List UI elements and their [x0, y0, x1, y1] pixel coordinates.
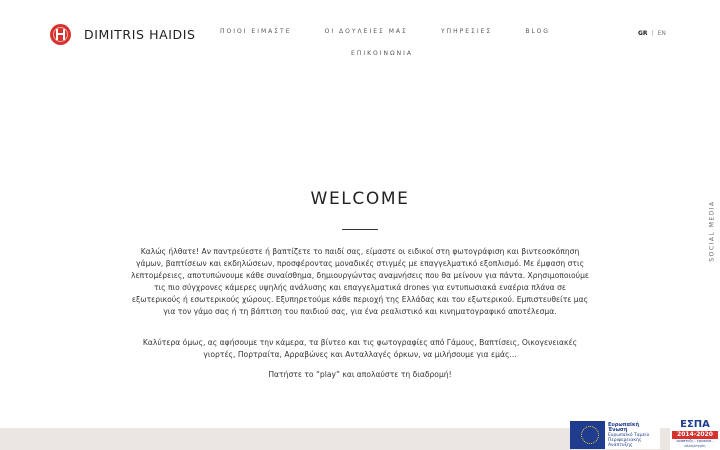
lang-en[interactable]: EN [657, 30, 666, 37]
nav-item-services[interactable]: ΥΠΗΡΕΣΙΕΣ [440, 28, 493, 35]
nav-row-secondary [214, 50, 550, 57]
lang-separator: | [651, 30, 654, 37]
nav-row-primary [220, 28, 550, 35]
espa-logo[interactable] [670, 419, 720, 450]
language-switcher [638, 30, 666, 37]
main-nav [220, 28, 550, 57]
social-media-label: SOCIAL MEDIA [708, 200, 716, 262]
site-header [0, 0, 720, 80]
title-divider [342, 229, 378, 230]
eu-funding-logo[interactable] [570, 421, 660, 449]
espa-subtitle: ανάπτυξη - εργασία - αλληλεγγύη [676, 439, 714, 448]
nav-item-about[interactable]: ΠΟΙΟΙ ΕΙΜΑΣΤΕ [220, 28, 292, 35]
eu-text: Ευρωπαϊκή Ένωση Ευρωπαϊκό Ταμείο Περιφερειακής Ανάπτυξης [607, 421, 650, 448]
intro-paragraph: Καλώς ήλθατε! Αν παντρεύεστε ή βαπτίζετε το παιδί σας, είμαστε οι ειδικοί στη φωτογράφιση και βιντεοσκόπηση γάμων, βαπτίσεων και εκδηλώσεων, προσφέροντας μοναδικές στιγμές με επαγγελματικό εξοπλισμό. Με έμφαση στις λεπτομέρειες, αποτυπώνουμε κάθε συναίσθημα, δημιουργώντας αναμνήσεις που θα μείνουν για πάντα. Χρησιμοποιούμε τις πιο σύγχρονες κάμερες υψηλής ανάλυσης και επαγγελματικά drones για εντυπωσιακά εναέρια πλάνα σε εξωτερικούς ή εσωτερικούς χώρους. Εξυπηρετούμε κάθε περιοχή της Ελλάδας και του εξωτερικού. Εμπιστευθείτε μας για τον γάμο σας ή τη βάπτιση του παιδιού σας, για ένα ρεαλιστικό και κινηματογραφικό αποτέλεσμα. [130, 247, 590, 316]
page-title: WELCOME [310, 189, 410, 209]
secondary-paragraph: Καλύτερα όμως, ας αφήσουμε την κάμερα, τα βίντεο και τις φωτογραφίες από Γάμους, Βαπτίσεις, Οικογενειακές γιορτές, Πορτραίτα, Αρραβώνες και Ανταλλαγές όρκων, να μιλήσουμε για εμάς... [142, 338, 578, 359]
nav-item-contact[interactable]: ΕΠΙΚΟΙΝΩΝΙΑ [351, 50, 413, 57]
site-logo[interactable] [50, 24, 196, 45]
nav-item-portfolio[interactable]: ΟΙ ΔΟΥΛΕΙΕΣ ΜΑΣ [324, 28, 408, 35]
play-prompt: Πατήστε το “play” και απολαύστε τη διαδρομή! [268, 370, 452, 379]
nav-item-blog[interactable]: BLOG [525, 28, 550, 35]
espa-years: 2014-2020 [672, 431, 718, 439]
eu-flag-icon [570, 421, 605, 449]
espa-title: ΕΣΠΑ [680, 419, 710, 430]
logo-h-icon [50, 24, 71, 45]
lang-gr[interactable]: GR [638, 30, 648, 37]
logo-text: DIMITRIS HAIDIS [84, 27, 196, 42]
